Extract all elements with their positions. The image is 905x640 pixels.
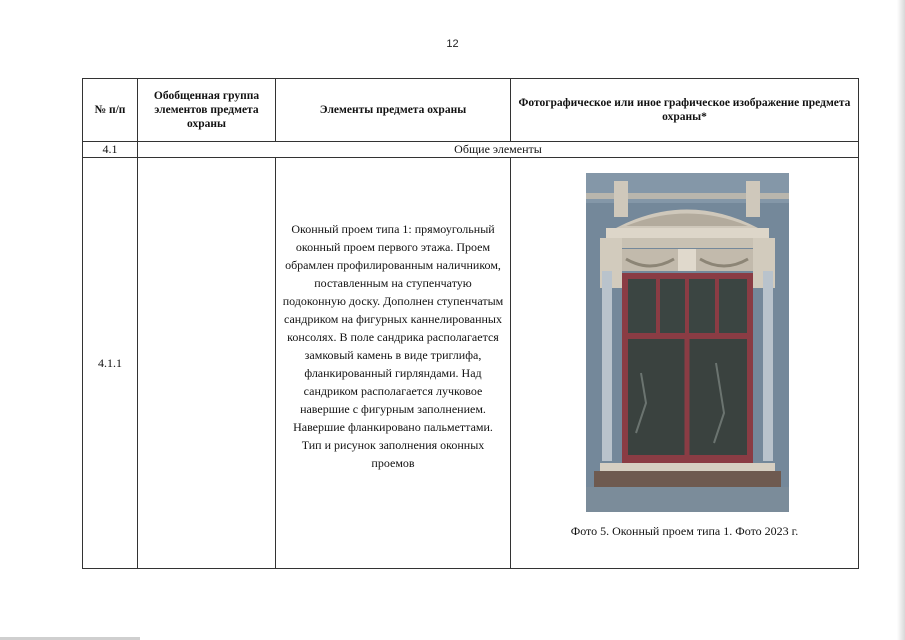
section-num: 4.1 [83,142,138,158]
row-group [138,158,276,569]
section-title: Общие элементы [138,142,859,158]
header-elements: Элементы предмета охраны [276,79,511,142]
heritage-table [82,78,859,569]
window-photo-drawing [586,173,789,512]
header-group: Обобщенная группа элементов предмета охраны [138,79,276,142]
table-row [83,158,859,569]
header-num: № п/п [83,79,138,142]
page-number: 12 [446,38,459,50]
row-photo-cell [511,158,859,569]
row-description: Оконный проем типа 1: прямоугольный оконный проем первого этажа. Проем обрамлен профилированным наличником, поставленным на ступенчатую подоконную доску. Дополнен ступенчатым сандриком на фигурных каннелированных консолях. В поле сандрика располагается замковый камень в виде триглифа, фланкированный гирляндами. Над сандриком располагается лучковое навершие с фигурным заполнением. Навершие фланкировано пальметтами. Тип и рисунок заполнения оконных проемов [282,222,504,470]
row-description-cell [276,158,511,569]
photo-caption: Фото 5. Оконный проем типа 1. Фото 2023 г. [570,524,799,538]
scan-edge-right [897,0,905,640]
row-num: 4.1.1 [83,158,138,569]
header-photo: Фотографическое или иное графическое изображение предмета охраны* [511,79,859,142]
header-row [83,79,859,142]
window-photo [586,173,789,512]
section-row [83,142,859,158]
